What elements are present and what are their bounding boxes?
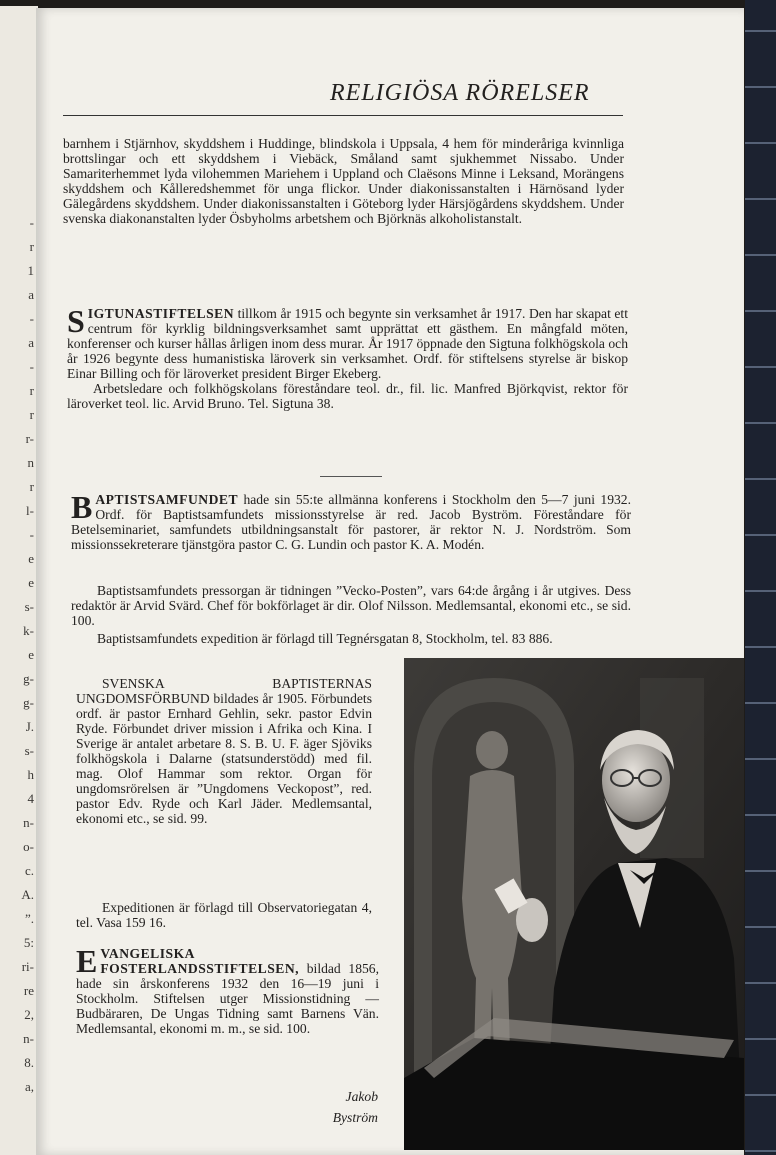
svenska-expedition [76,900,372,930]
baptist-press [71,583,631,628]
binding-stripe [745,870,776,872]
binding-stripe [745,982,776,984]
prev-page-fragment: - [29,311,34,326]
prev-page-fragment: 8. [24,1055,34,1070]
heading-evangeliska-fosterlandsstiftelsen: VANGELISKA FOSTERLANDSSTIFTELSEN, [100,946,300,976]
binding-stripe [745,1038,776,1040]
prev-page-fragment: 5: [23,935,34,950]
evangeliska-body: bildad 1856, hade sin årskonferens 1932 den 16—19 juni i Stockholm. Stiftelsen utger Missionstidning — Budbäraren, De Ungas Tidning samt Barnens Vän. Medlemsantal, ekonomi m. m., se sid. 100. [76,961,379,1036]
prev-page-fragment: 2, [24,1007,34,1022]
prev-page-fragment: c. [24,863,34,878]
prev-page-fragment: a, [24,1079,34,1094]
binding-stripe [745,1150,776,1152]
heading-baptistsamfundet: APTISTSAMFUNDET [95,492,239,507]
prev-page-fragment: s- [24,599,34,614]
binding-stripe [745,310,776,312]
sigtuna-body-2: Arbetsledare och folkhögskolans föreståndare teol. dr., fil. lic. Manfred Björkqvist, rektor för läroverket teol. lic. Arvid Bruno. Tel. Sigtuna 38. [67,381,628,411]
svenska-body: bildades år 1905. Förbundets ordf. är pastor Ernhard Gehlin, sekr. pastor Edvin Ryde. Förbundet driver mission i Afrika och Kina. I Sverige är antalet arbetare 8. S. B. U. F. äger Sjöviks folkhögskola i Dalarne (statsunderstödd) med fil. mag. Olof Hammar som rektor. Organ för ungdomsrörelsen är ”Ungdomens Veckopost”, red. pastor Edv. Ryde och Karl Jäder. Medlemsantal, ekonomi etc., se sid. 99. [76,691,372,826]
prev-page-fragment: h [27,767,34,782]
prev-page-fragment: a [28,335,34,350]
baptist-body-3: Baptistsamfundets expedition är förlagd till Tegnérsgatan 8, Stockholm, tel. 83 886. [97,631,553,646]
sigtuna-body: tillkom år 1915 och begynte sin verksamhet år 1917. Den har skapat ett centrum för kyrklig bildningsverksamhet samt upprättat ett gästhem. En mångfald möten, konferenser och kurser hållas årligen inom dess murar. År 1917 öppnade den Sigtuna folkhögskola och år 1926 begynte dess humanistiska läroverk sin verksamhet. Ordf. för stiftelsens styrelse är biskop Einar Billing och för läroverket president Birger Ekeberg. [67,306,628,381]
portrait-illustration [404,658,744,1150]
prev-page-fragment: n- [23,815,34,830]
paragraph-institutions [63,136,624,226]
prev-page-fragment: n [27,455,34,470]
binding-stripe [745,814,776,816]
prev-page-fragment: ”. [24,911,34,926]
prev-page-fragment: s- [24,743,34,758]
binding-stripe [745,198,776,200]
binding-stripe [745,422,776,424]
dropcap-s: S [67,303,85,339]
binding-stripe [745,926,776,928]
caption-line-2: Byström [332,1110,378,1125]
book-binding [745,0,776,1155]
prev-page-fragment: - [29,527,34,542]
binding-stripe [745,702,776,704]
binding-stripe [745,758,776,760]
prev-page-fragment: - [29,215,34,230]
baptist-body: hade sin 55:te allmänna konferens i Stockholm den 5—7 juni 1932. Ordf. för Baptistsamfundets missionsstyrelse är red. Jacob Byström. Föreståndare för Betelseminariet, samfundets utbildningsanstalt för pastorer, är rektor N. J. Nordström. Som missionssekreterare tjänstgöra pastor C. G. Lundin och pastor K. A. Modén. [71,492,631,552]
prev-page-fragment: A. [21,887,34,902]
prev-page-fragment: k- [23,623,34,638]
portrait-photo [404,658,744,1150]
caption-line-1: Jakob [345,1089,378,1104]
baptist-body-2: Baptistsamfundets pressorgan är tidningen ”Vecko-Posten”, vars 64:de årgång i år utgives. Dess redaktör är Arvid Svärd. Chef för bokförlaget är dir. Olof Nilsson. Medlemsantal, ekonomi etc., se sid. 100. [71,583,631,628]
prev-page-fragment: e [28,647,34,662]
prev-page-fragment: e [28,575,34,590]
binding-stripe [745,366,776,368]
dropcap-e: E [76,943,98,979]
prev-page-fragment: r [29,479,34,494]
prev-page-fragment: J. [25,719,34,734]
prev-page-fragment: g- [23,671,34,686]
binding-stripe [745,478,776,480]
prev-page-fragment: r [29,407,34,422]
section-svenska-baptisternas [76,676,372,826]
baptist-expedition [71,631,631,646]
previous-page-edge [0,6,38,1155]
prev-page-fragment: re [23,983,34,998]
header-rule [63,115,623,116]
heading-svenska-baptisternas: SVENSKA BAPTISTERNAS UNGDOMSFÖRBUND [76,676,372,706]
binding-stripe [745,1094,776,1096]
prev-page-fragment: ri- [21,959,34,974]
photo-caption [298,1086,378,1128]
prev-page-fragment: o- [23,839,34,854]
prev-page-fragment: g- [23,695,34,710]
dropcap-b: B [71,489,93,525]
prev-page-fragment: e [28,551,34,566]
binding-stripe [745,534,776,536]
prev-page-fragment: r [29,383,34,398]
svenska-body-2: Expeditionen är förlagd till Observatoriegatan 4, tel. Vasa 159 16. [76,900,372,930]
prev-page-fragment: 4 [27,791,34,806]
section-baptistsamfundet [71,489,631,552]
prev-page-fragment: a [28,287,34,302]
binding-stripe [745,86,776,88]
binding-stripe [745,254,776,256]
section-divider [320,476,382,477]
prev-page-fragment: - [29,359,34,374]
prev-page-fragment: r [29,239,34,254]
binding-stripe [745,142,776,144]
prev-page-fragment: l- [26,503,34,518]
prev-page-fragment: 1 [27,263,34,278]
heading-sigtunastiftelsen: IGTUNASTIFTELSEN [87,306,235,321]
binding-stripe [745,30,776,32]
prev-page-fragment: n- [23,1031,34,1046]
binding-stripe [745,646,776,648]
book-page [36,8,744,1155]
binding-stripe [745,590,776,592]
section-sigtuna [67,303,628,411]
prev-page-fragment: r- [25,431,34,446]
section-evangeliska [76,943,379,1036]
paragraph-institutions-text: barnhem i Stjärnhov, skyddshem i Huddinge, blindskola i Uppsala, 4 hem för minderåriga kvinnliga brottslingar och ett skyddshem i Viebäck, Småland samt sjukhemmet Nissabo. Under Samariterhemmet lyda vilohemmen Mariehem i Uppland och Claësons Minne i Leksand, Morängens skyddshem och Kålleredshemmet för unga flickor. Under diakonissanstalten i Härnösand lyder Gälegårdens skyddshem. Under diakonissanstalten i Göteborg lyder Härsjögårdens skyddshem. Under svenska diakonanstalten lyder Ösbyholms arbetshem och Björknäs alkoholistanstalt. [63,136,624,226]
running-head: RELIGIÖSA RÖRELSER [330,80,590,106]
